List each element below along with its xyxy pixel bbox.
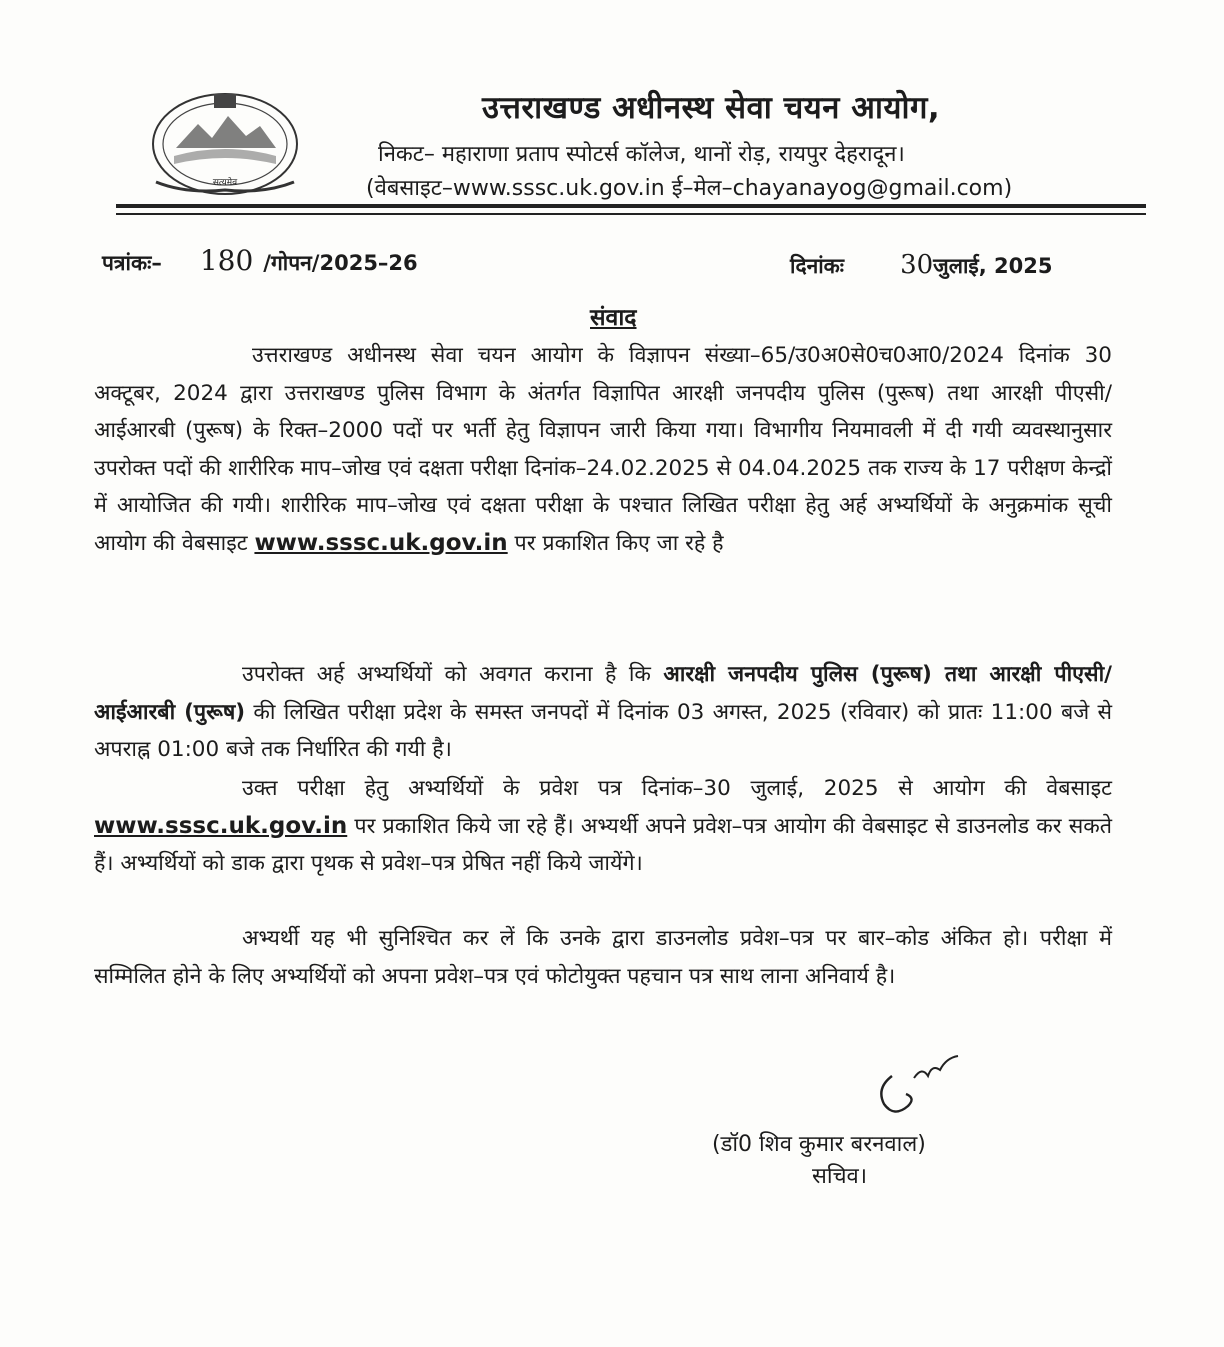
reference-handwritten-number: 180 <box>199 244 254 277</box>
paragraph-2-text: उपरोक्त अर्ह अभ्यर्थियों को अवगत कराना है कि <box>242 662 651 687</box>
reference-number <box>102 244 418 277</box>
reference-suffix: /गोपन/2025–26 <box>263 251 418 275</box>
paragraph-1-tail: पर प्रकाशित किए जा रहे है <box>514 530 724 556</box>
reference-label: पत्रांकः– <box>102 251 162 275</box>
organization-name: उत्तराखण्ड अधीनस्थ सेवा चयन आयोग, <box>482 90 941 126</box>
paragraph-2-tail: की लिखित परीक्षा प्रदेश के समस्त जनपदों में दिनांक 03 अगस्त, 2025 (रविवार) को प्रातः 11:00 बजे से अपराह्न 01:00 बजे तक निर्धारित की गयी है। <box>94 699 1112 762</box>
paragraph-3-text: उक्त परीक्षा हेतु अभ्यर्थियों के प्रवेश पत्र दिनांक–30 जुलाई, 2025 से आयोग की वेबसाइट <box>242 776 1112 801</box>
letter-subject: संवाद <box>590 305 637 331</box>
date-label: दिनांकः <box>790 254 845 278</box>
paragraph-2 <box>94 656 1112 769</box>
signature-icon <box>870 1052 970 1120</box>
commission-emblem-icon <box>136 86 314 202</box>
website-link-2: www.sssc.uk.gov.in <box>94 812 348 839</box>
organization-contact: (वेबसाइट–www.sssc.uk.gov.in ई–मेल–chayanayog@gmail.com) <box>366 176 1013 201</box>
date-rest: जुलाई, 2025 <box>933 254 1053 278</box>
website-link: www.sssc.uk.gov.in <box>254 529 508 556</box>
svg-text:सत्यमेव: सत्यमेव <box>212 178 238 188</box>
signatory-name: (डॉ0 शिव कुमार बरनवाल) <box>712 1132 926 1157</box>
paragraph-2-posts: आरक्षी जनपदीय पुलिस (पुरूष) तथा आरक्षी पीएसी/आईआरबी (पुरूष) <box>94 662 1112 725</box>
date-handwritten-day: 30 <box>900 250 934 280</box>
header-divider-thin <box>116 213 1146 215</box>
signatory-designation: सचिव। <box>812 1164 868 1189</box>
paragraph-3-tail: पर प्रकाशित किये जा रहे हैं। अभ्यर्थी अपने प्रवेश–पत्र आयोग की वेबसाइट से डाउनलोड कर सकते हैं। अभ्यर्थियों को डाक द्वारा पृथक से प्रवेश–पत्र प्रेषित नहीं किये जायेंगे। <box>94 813 1112 876</box>
header-divider <box>116 204 1146 208</box>
organization-address: निकट– महाराणा प्रताप स्पोटर्स कॉलेज, थानों रोड़, रायपुर देहरादून। <box>378 142 905 167</box>
paragraph-3 <box>94 770 1112 883</box>
letter-date <box>790 250 1052 280</box>
paragraph-1-text: उत्तराखण्ड अधीनस्थ सेवा चयन आयोग के विज्ञापन संख्या–65/उ0अ0से0च0आ0/2024 दिनांक 30 अक्टूबर, 2024 द्वारा उत्तराखण्ड पुलिस विभाग के अंतर्गत विज्ञापित आरक्षी जनपदीय पुलिस (पुरूष) तथा आरक्षी पीएसी/आईआरबी (पुरूष) के रिक्त–2000 पदों पर भर्ती हेतु विज्ञापन जारी किया गया। विभागीय नियमावली में दी गयी व्यवस्थानुसार उपरोक्त पदों की शारीरिक माप–जोख एवं दक्षता परीक्षा दिनांक–24.02.2025 से 04.04.2025 तक राज्य के 17 परीक्षण केन्द्रों में आयोजित की गयी। शारीरिक माप–जोख एवं दक्षता परीक्षा के पश्चात लिखित परीक्षा हेतु अर्ह अभ्यर्थियों के अनुक्रमांक सूची आयोग की वेबसाइट <box>94 343 1112 556</box>
paragraph-4: अभ्यर्थी यह भी सुनिश्चित कर लें कि उनके द्वारा डाउनलोड प्रवेश–पत्र पर बार–कोड अंकित हो। परीक्षा में सम्मिलित होने के लिए अभ्यर्थियों को अपना प्रवेश–पत्र एवं फोटोयुक्त पहचान पत्र साथ लाना अनिवार्य है। <box>94 926 1112 989</box>
paragraph-1 <box>94 337 1112 562</box>
